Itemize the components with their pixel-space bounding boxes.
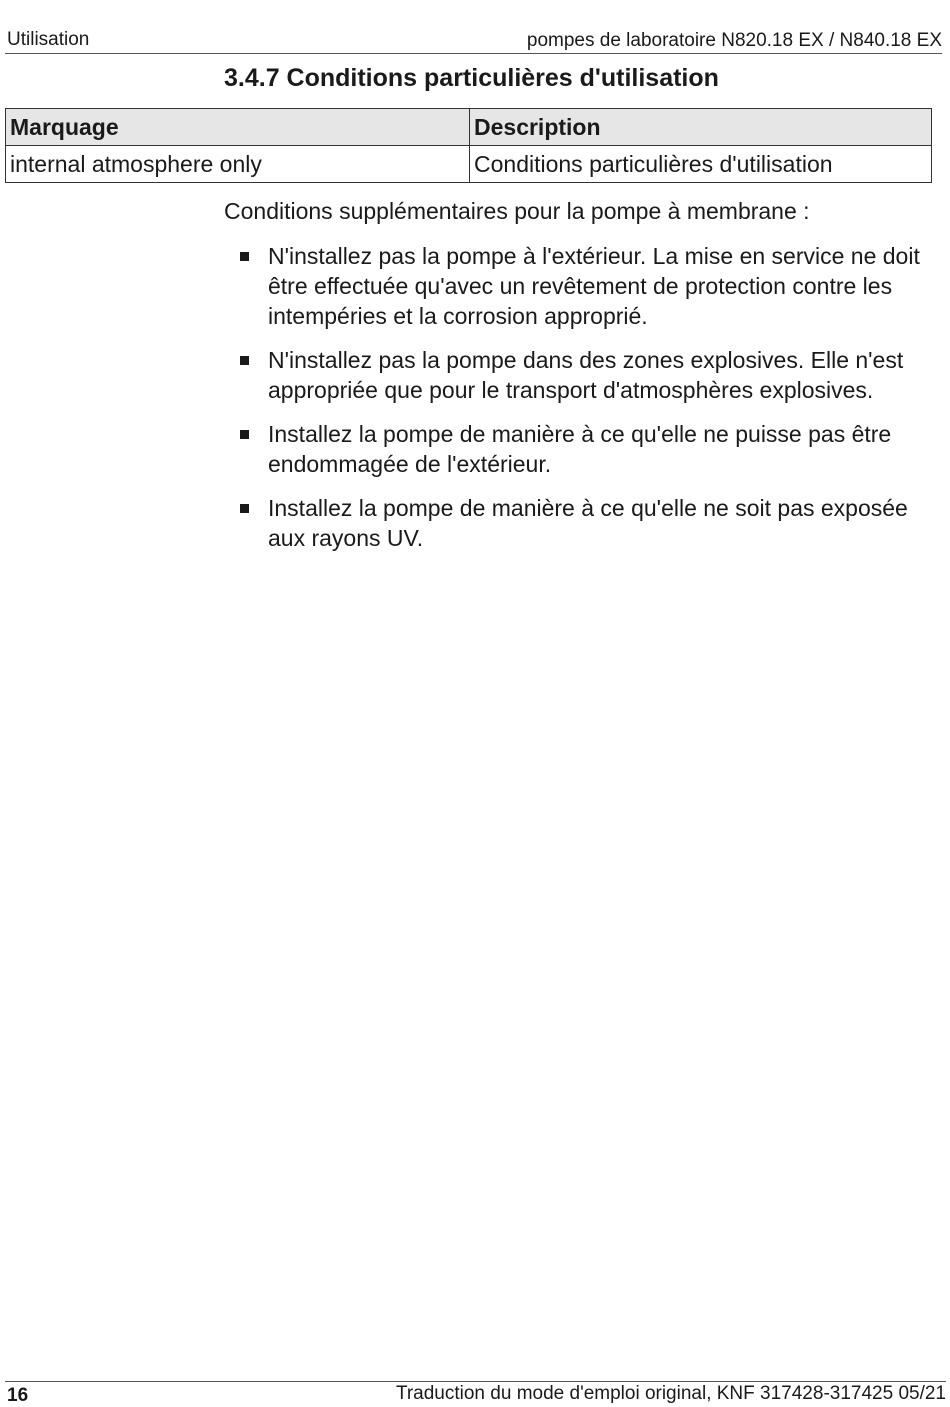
page-number: 16 bbox=[7, 1385, 29, 1406]
list-item-text: N'installez pas la pompe dans des zones explosives. Elle n'est appropriée que pour le transport d'atmosphères explosives. bbox=[268, 347, 904, 403]
list-item-text: Installez la pompe de manière à ce qu'elle ne soit pas exposée aux rayons UV. bbox=[268, 495, 908, 551]
list-item bbox=[224, 241, 924, 331]
section-title: 3.4.7 Conditions particulières d'utilisation bbox=[224, 64, 719, 92]
intro-text: Conditions supplémentaires pour la pompe à membrane : bbox=[224, 198, 810, 224]
page-footer bbox=[5, 1381, 946, 1406]
column-header-marquage: Marquage bbox=[6, 109, 470, 146]
column-header-description: Description bbox=[470, 109, 932, 146]
square-bullet-icon bbox=[240, 252, 249, 261]
table-row bbox=[6, 146, 932, 183]
marking-table bbox=[5, 108, 932, 183]
table-cell-description: Conditions particulières d'utilisation bbox=[470, 146, 932, 183]
list-item-text: Installez la pompe de manière à ce qu'elle ne puisse pas être endommagée de l'extérieur. bbox=[268, 421, 892, 477]
square-bullet-icon bbox=[240, 356, 249, 365]
square-bullet-icon bbox=[240, 430, 249, 439]
list-item bbox=[224, 419, 924, 479]
table-header-row bbox=[6, 109, 932, 146]
header-product: pompes de laboratoire N820.18 EX / N840.18 EX bbox=[526, 30, 942, 51]
document-reference: Traduction du mode d'emploi original, KNF 317428-317425 05/21 bbox=[395, 1383, 946, 1404]
square-bullet-icon bbox=[240, 504, 249, 513]
list-item-text: N'installez pas la pompe à l'extérieur. La mise en service ne doit être effectuée qu'avec un revêtement de protection contre les intempéries et la corrosion approprié. bbox=[268, 243, 920, 329]
conditions-list bbox=[224, 241, 924, 567]
page-header bbox=[5, 28, 942, 54]
header-section: Utilisation bbox=[7, 29, 90, 50]
list-item bbox=[224, 493, 924, 553]
list-item bbox=[224, 345, 924, 405]
table-cell-marking: internal atmosphere only bbox=[6, 146, 470, 183]
